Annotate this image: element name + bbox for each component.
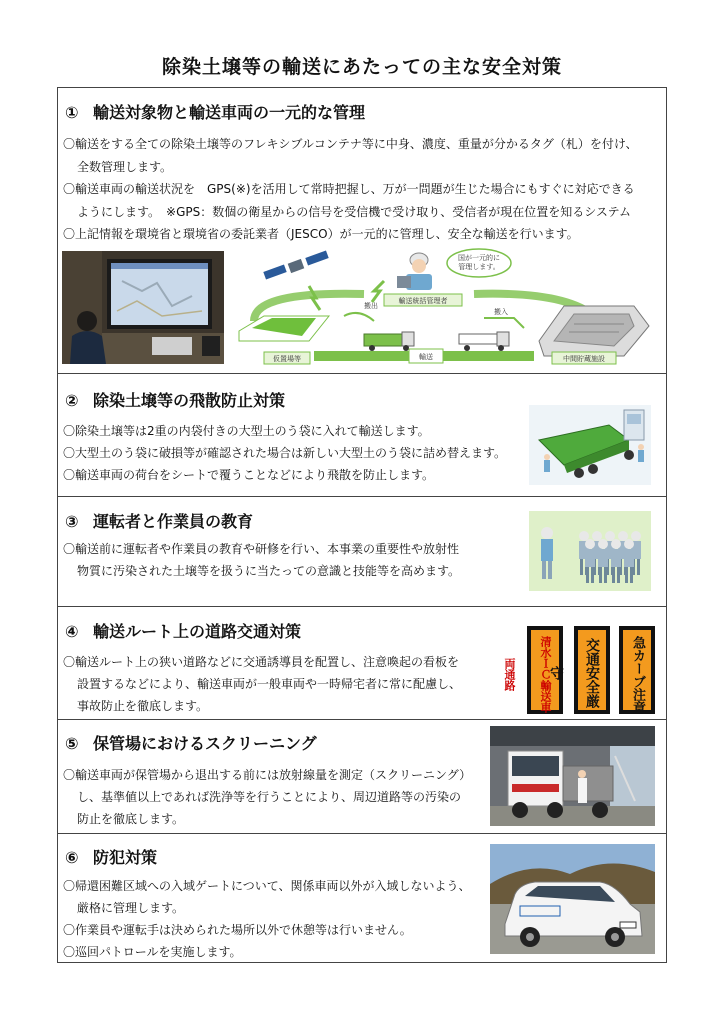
body-line: 〇輸送をする全ての除染土壌等のフレキシブルコンテナ等に中身、濃度、重量が分かるタグ（札）を付け、 <box>63 137 638 151</box>
body-line: 〇輸送車両が保管場から退出する前には放射線量を測定（スクリーニング） <box>63 768 472 782</box>
section-heading: ⑥ 防犯対策 <box>65 848 158 867</box>
out-label: 搬出 <box>364 302 378 310</box>
body-line: 〇作業員や運転手は決められた場所以外で休憩等は行いません。 <box>63 923 412 937</box>
temp-site-label: 仮置場等 <box>273 355 301 363</box>
section-heading: ⑤ 保管場におけるスクリーニング <box>65 734 317 753</box>
manager-icon <box>397 253 432 290</box>
truck-icon <box>364 332 414 351</box>
body-line: 防止を徹底します。 <box>77 812 185 826</box>
body-line: 〇帰還困難区域への入域ゲートについて、関係車両以外が入域しないよう、 <box>63 879 471 893</box>
body-line: ようにします。 ※GPS：数個の衛星からの信号を受信機で受け取り、受信者が現在位置を知るシステム <box>77 205 632 219</box>
body-line: 〇大型土のう袋に破損等が確認された場合は新しい大型土のう袋に詰め替えます。 <box>63 446 507 460</box>
section-crime-prevention <box>57 834 667 963</box>
body-line: 〇巡回パトロールを実施します。 <box>63 945 242 959</box>
section-education <box>57 497 667 606</box>
transport-label: 輸送 <box>419 353 433 361</box>
section-heading: ④ 輸送ルート上の道路交通対策 <box>65 622 302 641</box>
workers-training-illustration <box>529 511 651 591</box>
body-line: 厳格に管理します。 <box>77 901 185 915</box>
section-heading: ② 除染土壌等の飛散防止対策 <box>65 391 286 410</box>
truck-icon <box>459 332 509 351</box>
patrol-car-photo <box>490 844 655 954</box>
warning-sign: 急カーブ注意 <box>619 626 655 714</box>
body-line: 〇輸送前に運転者や作業員の教育や研修を行い、本事業の重要性や放射性 <box>63 542 460 556</box>
screening-photo <box>490 726 655 826</box>
body-line: 全数管理します。 <box>77 160 173 174</box>
body-line: 〇輸送車両の輸送状況を GPS(※)を活用して常時把握し、万が一問題が生じた場合にもすぐに対応できる <box>63 182 635 196</box>
section-scatter-prevention <box>57 374 667 496</box>
page-title: 除染土壌等の輸送にあたっての主な安全対策 <box>161 56 562 78</box>
section-management <box>57 88 667 373</box>
body-line: 〇除染土壌等は2重の内袋付きの大型土のう袋に入れて輸送します。 <box>63 424 430 438</box>
in-label: 搬入 <box>494 308 508 316</box>
body-line: し、基準値以上であれば洗浄等を行うことにより、周辺道路等の汚染の <box>77 790 462 804</box>
section-screening <box>57 720 667 833</box>
satellite-icon <box>263 250 328 279</box>
bubble-text: 国が一元的に管理します。 <box>458 254 500 271</box>
warning-sign: 清水ＩＣ輸送車両通路 <box>527 626 563 714</box>
warning-sign: 交通安全厳守 <box>574 626 610 714</box>
section-road-traffic <box>57 607 667 719</box>
storage-label: 中間貯蔵施設 <box>563 355 605 363</box>
manager-label: 輸送統括管理者 <box>398 297 448 305</box>
covered-truck-illustration <box>529 405 651 485</box>
body-line: 〇輸送車両の荷台をシートで覆うことなどにより飛散を防止します。 <box>63 468 435 482</box>
body-line: 〇輸送ルート上の狭い道路などに交通誘導員を配置し、注意喚起の看板を <box>63 655 460 669</box>
body-line: 物質に汚染された土壌等を扱うに当たっての意識と技能等を高めます。 <box>77 564 461 578</box>
body-line: 事故防止を徹底します。 <box>77 699 209 713</box>
storage-facility-icon <box>539 306 649 356</box>
transport-flow-diagram <box>234 246 659 371</box>
section-heading: ① 輸送対象物と輸送車両の一元的な管理 <box>65 103 366 122</box>
section-heading: ③ 運転者と作業員の教育 <box>65 512 254 531</box>
body-line: 〇上記情報を環境省と環境省の委託業者（JESCO）が一元的に管理し、安全な輸送を行います。 <box>63 227 579 241</box>
body-line: 設置するなどにより、輸送車両が一般車両や一時帰宅者に常に配慮し、 <box>77 677 462 691</box>
control-room-photo <box>62 251 224 364</box>
